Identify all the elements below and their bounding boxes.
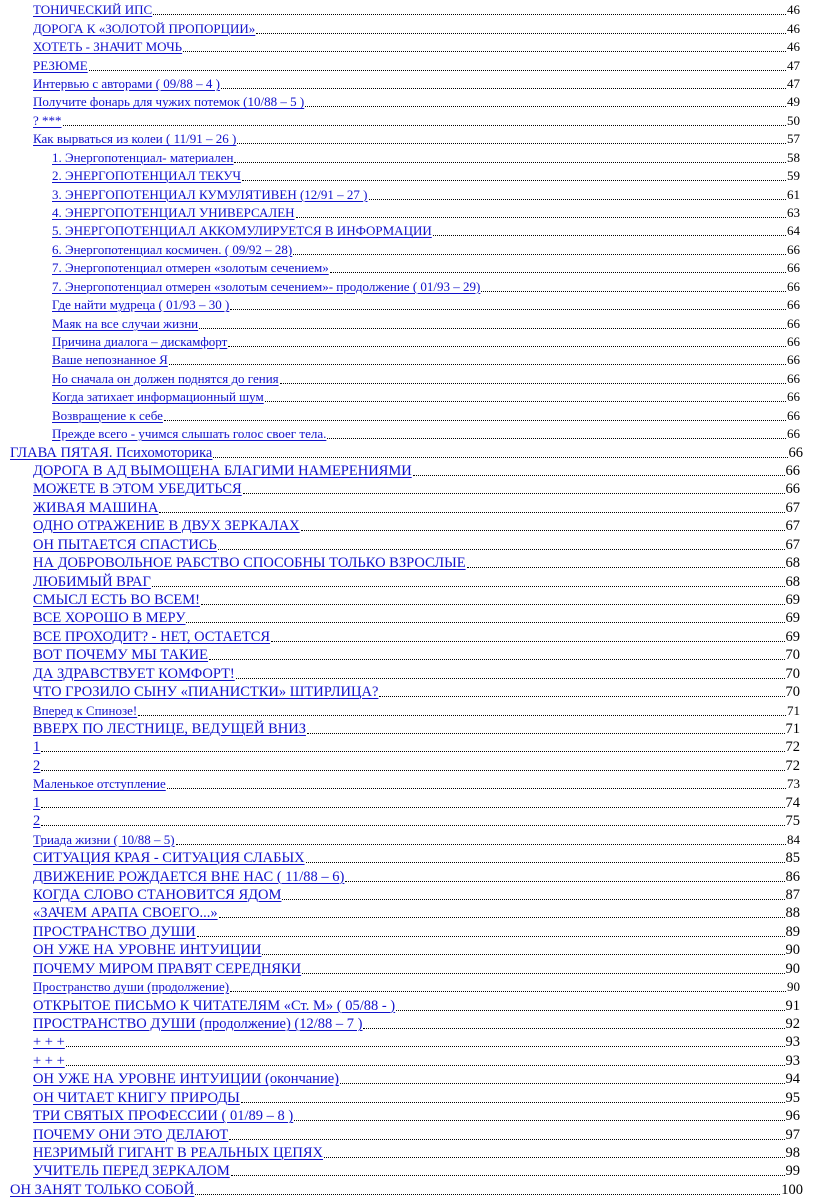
toc-entry-link[interactable]: Возвращение к себе — [52, 407, 163, 423]
dot-leader — [66, 1065, 785, 1066]
toc-entry[interactable] — [0, 1087, 816, 1105]
toc-entry-link[interactable]: 7. Энергопотенциал отмерен «золотым сечением» — [52, 260, 329, 276]
toc-page-number: 67 — [785, 536, 800, 553]
toc-page-number: 94 — [785, 1071, 800, 1088]
dot-leader — [306, 862, 785, 863]
toc-page-number: 46 — [787, 2, 800, 18]
toc-page-number: 68 — [785, 573, 800, 590]
toc-entry[interactable] — [0, 534, 816, 552]
dot-leader — [296, 217, 786, 218]
dot-leader — [363, 1028, 784, 1029]
toc-page-number: 57 — [787, 131, 800, 147]
dot-leader — [327, 438, 786, 439]
toc-entry-link[interactable]: ОН УЖЕ НА УРОВНЕ ИНТУИЦИИ — [33, 942, 262, 959]
dot-leader — [330, 272, 786, 273]
dot-leader — [433, 235, 786, 236]
toc-entry[interactable] — [0, 885, 816, 903]
toc-page-number: 71 — [785, 721, 800, 738]
dot-leader — [324, 1157, 784, 1158]
toc-page-number: 97 — [785, 1126, 800, 1143]
toc-page-number: 46 — [787, 20, 800, 36]
dot-leader — [396, 1010, 784, 1011]
toc-page-number: 95 — [785, 1089, 800, 1106]
toc-entry-link[interactable]: ТРИ СВЯТЫХ ПРОФЕССИИ ( 01/89 – 8 ) — [33, 1108, 294, 1125]
toc-entry-link[interactable]: ОТКРЫТОЕ ПИСЬМО К ЧИТАТЕЛЯМ «Ст. М» ( 05/88 - ) — [33, 997, 396, 1014]
toc-entry-link[interactable]: 1 — [33, 739, 41, 756]
dot-leader — [237, 143, 786, 144]
toc-entry[interactable] — [0, 866, 816, 884]
toc-entry-link[interactable]: ДВИЖЕНИЕ РОЖДАЕТСЯ ВНЕ НАС ( 11/88 – 6) — [33, 868, 345, 885]
toc-entry[interactable] — [0, 203, 816, 221]
toc-page-number: 96 — [785, 1108, 800, 1125]
toc-entry[interactable] — [0, 461, 816, 479]
toc-entry[interactable] — [0, 166, 816, 184]
dot-leader — [230, 991, 786, 992]
toc-page-number: 90 — [787, 979, 800, 995]
toc-entry[interactable] — [0, 74, 816, 92]
toc-entry-link[interactable]: Прежде всего - учимся слышать голос своег тела. — [52, 426, 327, 442]
toc-entry[interactable] — [0, 498, 816, 516]
toc-page-number: 47 — [787, 57, 800, 73]
toc-entry-link[interactable]: + + + — [33, 1034, 65, 1051]
toc-entry-link[interactable]: ПРОСТРАНСТВО ДУШИ (продолжение) (12/88 – 7 ) — [33, 1015, 363, 1032]
dot-leader — [89, 70, 786, 71]
toc-entry-link[interactable]: ГЛАВА ПЯТАЯ. Психомоторика — [10, 444, 213, 461]
toc-entry-link[interactable]: ОН ЧИТАЕТ КНИГУ ПРИРОДЫ — [33, 1089, 240, 1106]
toc-entry[interactable] — [0, 1106, 816, 1124]
toc-entry[interactable] — [0, 37, 816, 55]
toc-entry-link[interactable]: СМЫСЛ ЕСТЬ ВО ВСЕМ! — [33, 592, 201, 609]
dot-leader — [302, 973, 784, 974]
toc-entry-link[interactable]: ТОНИЧЕСКИЙ ИПС — [33, 2, 153, 18]
toc-entry[interactable] — [0, 1014, 816, 1032]
toc-entry[interactable] — [0, 903, 816, 921]
toc-entry-link[interactable]: КОГДА СЛОВО СТАНОВИТСЯ ЯДОМ — [33, 886, 282, 903]
toc-entry[interactable] — [0, 129, 816, 147]
toc-entry[interactable] — [0, 1143, 816, 1161]
toc-entry-link[interactable]: Триада жизни ( 10/88 – 5) — [33, 831, 175, 847]
toc-entry-link[interactable]: Когда затихает информационный шум — [52, 389, 264, 405]
toc-page-number: 66 — [788, 444, 803, 461]
dot-leader — [63, 125, 786, 126]
dot-leader — [282, 899, 784, 900]
toc-entry-link[interactable]: ПОЧЕМУ МИРОМ ПРАВЯТ СЕРЕДНЯКИ — [33, 960, 302, 977]
toc-entry[interactable] — [0, 682, 816, 700]
toc-page-number: 100 — [781, 1181, 803, 1198]
toc-entry[interactable] — [0, 1161, 816, 1179]
dot-leader — [159, 512, 784, 513]
toc-entry-link[interactable]: ДА ЗДРАВСТВУЕТ КОМФОРТ! — [33, 665, 235, 682]
toc-entry[interactable] — [0, 55, 816, 73]
dot-leader — [213, 457, 787, 458]
toc-entry-link[interactable]: 2 — [33, 813, 41, 830]
toc-entry[interactable] — [0, 221, 816, 239]
toc-entry[interactable] — [0, 369, 816, 387]
toc-entry[interactable] — [0, 590, 816, 608]
toc-page-number: 59 — [787, 168, 800, 184]
toc-entry-link[interactable]: Получите фонарь для чужих потемок (10/88 – 5 ) — [33, 94, 305, 110]
toc-page-number: 73 — [787, 776, 800, 792]
toc-page-number: 86 — [785, 868, 800, 885]
toc-entry-link[interactable]: Интервью с авторами ( 09/88 – 4 ) — [33, 76, 220, 92]
dot-leader — [219, 917, 785, 918]
toc-page-number: 70 — [785, 647, 800, 664]
dot-leader — [345, 881, 784, 882]
toc-entry[interactable] — [0, 313, 816, 331]
toc-page-number: 99 — [785, 1163, 800, 1180]
toc-entry[interactable] — [0, 276, 816, 294]
dot-leader — [467, 567, 785, 568]
toc-entry[interactable] — [0, 829, 816, 847]
toc-entry-link[interactable]: ? *** — [33, 112, 62, 128]
dot-leader — [305, 106, 786, 107]
toc-page-number: 91 — [785, 997, 800, 1014]
toc-entry-link[interactable]: + + + — [33, 1052, 65, 1069]
dot-leader — [183, 51, 786, 52]
toc-entry[interactable] — [0, 645, 816, 663]
toc-entry-link[interactable]: ВСЕ ПРОХОДИТ? - НЕТ, ОСТАЕТСЯ — [33, 628, 271, 645]
toc-entry-link[interactable]: Ваше непознанное Я — [52, 352, 168, 368]
dot-leader — [153, 14, 786, 15]
toc-entry[interactable] — [0, 92, 816, 110]
dot-leader — [41, 825, 784, 826]
toc-page-number: 85 — [785, 850, 800, 867]
toc-entry-link[interactable]: ОН ПЫТАЕТСЯ СПАСТИСЬ — [33, 536, 217, 553]
dot-leader — [256, 33, 786, 34]
toc-page-number: 50 — [787, 112, 800, 128]
toc-page-number: 90 — [785, 960, 800, 977]
toc-entry[interactable] — [0, 737, 816, 755]
dot-leader — [221, 88, 786, 89]
toc-entry-link[interactable]: ЧТО ГРОЗИЛО СЫНУ «ПИАНИСТКИ» ШТИРЛИЦА? — [33, 684, 379, 701]
toc-page-number: 72 — [785, 757, 800, 774]
dot-leader — [230, 309, 786, 310]
toc-entry-link[interactable]: 3. ЭНЕРГОПОТЕНЦИАЛ КУМУЛЯТИВЕН (12/91 – 27 ) — [52, 186, 368, 202]
dot-leader — [229, 1139, 784, 1140]
dot-leader — [236, 678, 785, 679]
toc-page-number: 70 — [785, 665, 800, 682]
dot-leader — [301, 530, 785, 531]
dot-leader — [167, 788, 786, 789]
toc-page-number: 66 — [787, 389, 800, 405]
toc-page-number: 66 — [787, 315, 800, 331]
toc-entry-link[interactable]: 2. ЭНЕРГОПОТЕНЦИАЛ ТЕКУЧ — [52, 168, 241, 184]
toc-entry[interactable] — [0, 940, 816, 958]
dot-leader — [340, 1083, 785, 1084]
toc-entry-link[interactable]: Вперед к Спинозе! — [33, 702, 138, 718]
dot-leader — [41, 807, 784, 808]
toc-page-number: 64 — [787, 223, 800, 239]
toc-entry-link[interactable]: ДОРОГА В АД ВЫМОЩЕНА БЛАГИМИ НАМЕРЕНИЯМИ — [33, 463, 412, 480]
dot-leader — [231, 1175, 785, 1176]
toc-entry-link[interactable]: Маяк на все случаи жизни — [52, 315, 199, 331]
toc-page-number: 61 — [787, 186, 800, 202]
dot-leader — [209, 659, 784, 660]
toc-page-number: 58 — [787, 149, 800, 165]
toc-page-number: 92 — [785, 1015, 800, 1032]
toc-entry-link[interactable]: 5. ЭНЕРГОПОТЕНЦИАЛ АККОМУЛИРУЕТСЯ В ИНФОРМАЦИИ — [52, 223, 432, 239]
toc-page-number: 69 — [785, 592, 800, 609]
toc-page-number: 68 — [785, 555, 800, 572]
dot-leader — [199, 328, 786, 329]
toc-entry[interactable] — [0, 571, 816, 589]
toc-page-number: 69 — [785, 610, 800, 627]
toc-entry[interactable] — [0, 0, 816, 18]
dot-leader — [294, 1120, 784, 1121]
toc-page-number: 63 — [787, 205, 800, 221]
dot-leader — [413, 475, 785, 476]
toc-page-number: 66 — [787, 370, 800, 386]
dot-leader — [293, 254, 786, 255]
toc-entry[interactable] — [0, 663, 816, 681]
toc-entry[interactable] — [0, 424, 816, 442]
toc-page-number: 88 — [785, 905, 800, 922]
toc-entry[interactable] — [0, 111, 816, 129]
dot-leader — [197, 936, 785, 937]
toc-entry-link[interactable]: РЕЗЮМЕ — [33, 57, 88, 73]
dot-leader — [218, 549, 785, 550]
toc-entry-link[interactable]: 4. ЭНЕРГОПОТЕНЦИАЛ УНИВЕРСАЛЕН — [52, 205, 295, 221]
dot-leader — [307, 733, 785, 734]
toc-page-number: 90 — [785, 942, 800, 959]
toc-page-number: 66 — [787, 260, 800, 276]
toc-entry-link[interactable]: ДОРОГА К «ЗОЛОТОЙ ПРОПОРЦИИ» — [33, 20, 256, 36]
toc-page-number: 66 — [785, 481, 800, 498]
toc-page-number: 66 — [787, 407, 800, 423]
dot-leader — [369, 199, 787, 200]
dot-leader — [262, 954, 784, 955]
toc-entry[interactable] — [0, 774, 816, 792]
toc-entry-link[interactable]: ХОТЕТЬ - ЗНАЧИТ МОЧЬ — [33, 39, 183, 55]
toc-entry[interactable] — [0, 922, 816, 940]
toc-entry[interactable] — [0, 1051, 816, 1069]
toc-page-number: 47 — [787, 76, 800, 92]
dot-leader — [41, 751, 784, 752]
toc-entry[interactable] — [0, 1180, 816, 1198]
toc-entry[interactable] — [0, 958, 816, 976]
toc-page-number: 67 — [785, 518, 800, 535]
toc-page-number: 87 — [785, 886, 800, 903]
dot-leader — [169, 364, 786, 365]
dot-leader — [138, 715, 786, 716]
toc-entry[interactable] — [0, 332, 816, 350]
toc-page-number: 66 — [787, 241, 800, 257]
dot-leader — [152, 586, 785, 587]
toc-entry-link[interactable]: 6. Энергопотенциал космичен. ( 09/92 – 28) — [52, 241, 293, 257]
toc-page-number: 93 — [785, 1034, 800, 1051]
dot-leader — [201, 604, 784, 605]
toc-page-number: 46 — [787, 39, 800, 55]
toc-entry[interactable] — [0, 18, 816, 36]
toc-page-number: 84 — [787, 831, 800, 847]
toc-entry-link[interactable]: СИТУАЦИЯ КРАЯ - СИТУАЦИЯ СЛАБЫХ — [33, 850, 305, 867]
toc-page-number: 72 — [785, 739, 800, 756]
dot-leader — [228, 346, 786, 347]
toc-entry-link[interactable]: Причина диалога – дискамфорт — [52, 334, 228, 350]
toc-entry[interactable] — [0, 719, 816, 737]
toc-entry[interactable] — [0, 848, 816, 866]
toc-entry-link[interactable]: ОДНО ОТРАЖЕНИЕ В ДВУХ ЗЕРКАЛАХ — [33, 518, 300, 535]
toc-entry[interactable] — [0, 258, 816, 276]
dot-leader — [271, 641, 784, 642]
dot-leader — [195, 1194, 780, 1195]
toc-page-number: 71 — [787, 702, 800, 718]
toc-entry[interactable] — [0, 350, 816, 368]
dot-leader — [66, 1046, 785, 1047]
toc-page-number: 66 — [787, 334, 800, 350]
toc-entry-link[interactable]: ОН УЖЕ НА УРОВНЕ ИНТУИЦИИ (окончание) — [33, 1071, 339, 1088]
toc-page-number: 75 — [785, 813, 800, 830]
toc-entry-link[interactable]: МОЖЕТЕ В ЭТОМ УБЕДИТЬСЯ — [33, 481, 242, 498]
toc-entry[interactable] — [0, 700, 816, 718]
toc-entry[interactable] — [0, 295, 816, 313]
toc-entry[interactable] — [0, 627, 816, 645]
toc-entry-link[interactable]: ЖИВАЯ МАШИНА — [33, 499, 159, 516]
dot-leader — [481, 291, 786, 292]
toc-entry[interactable] — [0, 756, 816, 774]
toc-page-number: 66 — [787, 426, 800, 442]
toc-entry-link[interactable]: НЕЗРИМЫЙ ГИГАНТ В РЕАЛЬНЫХ ЦЕПЯХ — [33, 1144, 324, 1161]
dot-leader — [241, 1102, 785, 1103]
toc-page-number: 93 — [785, 1052, 800, 1069]
toc-entry-link[interactable]: Где найти мудреца ( 01/93 – 30 ) — [52, 297, 230, 313]
dot-leader — [280, 383, 786, 384]
dot-leader — [41, 770, 784, 771]
toc-entry[interactable] — [0, 995, 816, 1013]
toc-entry-link[interactable]: НА ДОБРОВОЛЬНОЕ РАБСТВО СПОСОБНЫ ТОЛЬКО ВЗРОСЛЫЕ — [33, 555, 466, 572]
toc-page-number: 66 — [785, 463, 800, 480]
toc-entry-link[interactable]: 7. Энергопотенциал отмерен «золотым сечением»- продолжение ( 01/93 – 29) — [52, 278, 481, 294]
toc-page-number: 66 — [787, 278, 800, 294]
toc-entry-link[interactable]: Маленькое отступление — [33, 776, 166, 792]
toc-entry[interactable] — [0, 792, 816, 810]
toc-page-number: 49 — [787, 94, 800, 110]
toc-entry-link[interactable]: ПОЧЕМУ ОНИ ЭТО ДЕЛАЮТ — [33, 1126, 229, 1143]
toc-page-number: 74 — [785, 794, 800, 811]
toc-entry-link[interactable]: ПРОСТРАНСТВО ДУШИ — [33, 923, 196, 940]
toc-entry[interactable] — [0, 442, 816, 460]
toc-entry-link[interactable]: «ЗАЧЕМ АРАПА СВОЕГО...» — [33, 905, 218, 922]
dot-leader — [242, 180, 786, 181]
toc-entry-link[interactable]: ОН ЗАНЯТ ТОЛЬКО СОБОЙ — [10, 1181, 195, 1198]
toc-entry[interactable] — [0, 977, 816, 995]
dot-leader — [265, 401, 786, 402]
dot-leader — [164, 420, 786, 421]
toc-entry-link[interactable]: ВСЕ ХОРОШО В МЕРУ — [33, 610, 186, 627]
dot-leader — [243, 493, 785, 494]
toc-entry-link[interactable]: Пространство души (продолжение) — [33, 979, 230, 995]
toc-page-number: 70 — [785, 684, 800, 701]
toc-entry[interactable] — [0, 479, 816, 497]
toc-page-number: 66 — [787, 352, 800, 368]
toc-page-number: 67 — [785, 499, 800, 516]
toc-entry[interactable] — [0, 147, 816, 165]
toc-entry-link[interactable]: Как вырваться из колеи ( 11/91 – 26 ) — [33, 131, 237, 147]
toc-page-number: 98 — [785, 1144, 800, 1161]
toc-entry-link[interactable]: ЛЮБИМЫЙ ВРАГ — [33, 573, 151, 590]
toc-page-number: 66 — [787, 297, 800, 313]
toc-entry-link[interactable]: ВОТ ПОЧЕМУ МЫ ТАКИЕ — [33, 647, 209, 664]
toc-entry-link[interactable]: ВВЕРХ ПО ЛЕСТНИЦЕ, ВЕДУЩЕЙ ВНИЗ — [33, 721, 306, 738]
dot-leader — [176, 844, 786, 845]
toc-entry-link[interactable]: 1. Энергопотенциал- материален — [52, 149, 234, 165]
toc-entry[interactable] — [0, 553, 816, 571]
dot-leader — [234, 162, 786, 163]
toc-page-number: 89 — [785, 923, 800, 940]
toc-entry[interactable] — [0, 1124, 816, 1142]
toc-entry[interactable] — [0, 608, 816, 626]
dot-leader — [379, 696, 784, 697]
toc-entry[interactable] — [0, 240, 816, 258]
toc-entry[interactable] — [0, 1069, 816, 1087]
toc-entry-link[interactable]: 2 — [33, 757, 41, 774]
toc-entry[interactable] — [0, 516, 816, 534]
toc-entry-link[interactable]: Но сначала он должен поднятся до гения — [52, 370, 279, 386]
toc-page-number: 69 — [785, 628, 800, 645]
toc-entry[interactable] — [0, 184, 816, 202]
toc-entry[interactable] — [0, 1032, 816, 1050]
toc-entry-link[interactable]: 1 — [33, 794, 41, 811]
toc-entry[interactable] — [0, 811, 816, 829]
toc-entry[interactable] — [0, 387, 816, 405]
dot-leader — [186, 622, 784, 623]
toc-entry[interactable] — [0, 405, 816, 423]
toc-entry-link[interactable]: УЧИТЕЛЬ ПЕРЕД ЗЕРКАЛОМ — [33, 1163, 230, 1180]
